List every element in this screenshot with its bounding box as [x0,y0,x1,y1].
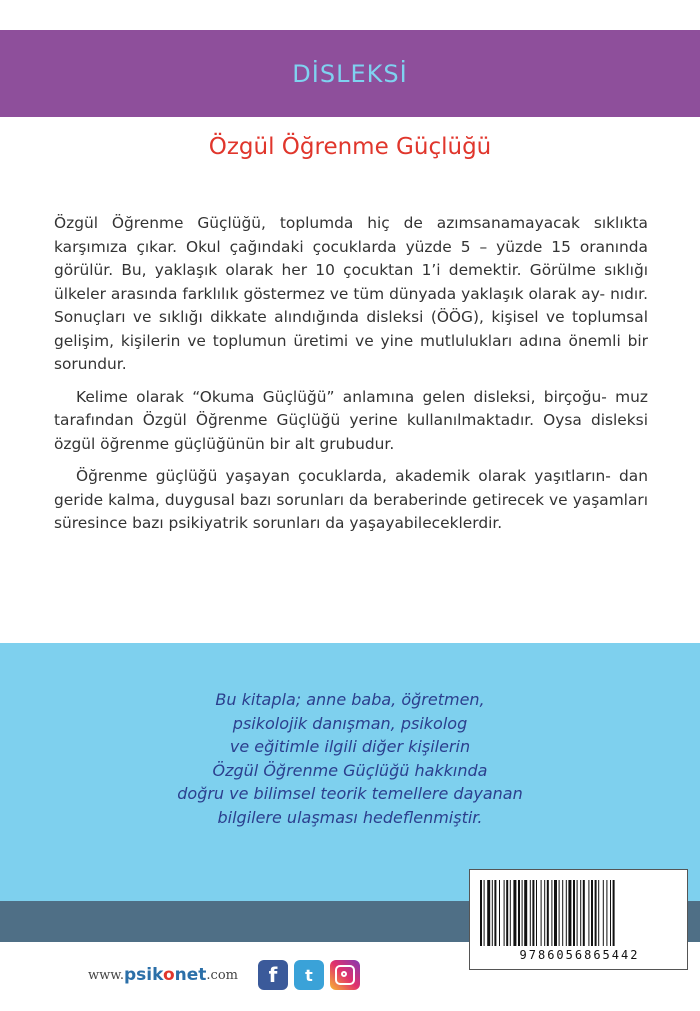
barcode-bar [541,880,542,946]
header-band [0,30,700,117]
quote-line: Özgül Öğrenme Güçlüğü hakkında [212,760,488,780]
barcode-bar [484,880,485,946]
barcode-bars [478,880,681,946]
barcode-bar [580,880,581,946]
quote-line: Bu kitapla; anne baba, öğretmen, [215,690,485,709]
barcode-bar [487,880,490,946]
barcode-bar [544,880,545,946]
line: ülkeler arasında farklılık göstermez ve tüm dünyada yaklaşık olarak ay- [54,284,606,303]
website-prefix: www. [88,967,124,983]
line: nıdır. Sonuçları ve sıklığı dikkate alındığında disleksi (ÖÖG), kişisel ve [54,284,648,326]
line: Özgül Öğrenme Güçlüğü, toplumda hiç de azımsanamayacak sıklıkta [54,214,648,232]
barcode-bar [591,880,593,946]
line: Kelime olarak “Okuma Güçlüğü” anlamına gelen disleksi, birçoğu- [76,387,607,406]
brand-part: net [174,965,207,985]
line: muz tarafından Özgül Öğrenme Güçlüğü yerine kullanılmaktadır. Oysa [54,387,648,429]
quote-line: psikolojik danışman, psikolog [232,713,468,733]
isbn-number: 9786056865442 [519,948,640,962]
quote-line: doğru ve bilimsel teorik temellere dayanan [177,784,523,804]
paragraph-1 [54,212,648,377]
barcode-bar [480,880,482,946]
barcode-bar [518,880,520,946]
twitter-icon[interactable] [294,960,324,990]
barcode-bar [588,880,589,946]
barcode-bar [595,880,597,946]
barcode-bar [606,880,607,946]
barcode-bar [536,880,537,946]
barcode-bar [598,880,599,946]
barcode-bar [551,880,552,946]
facebook-icon[interactable] [258,960,288,990]
instagram-ring [335,965,355,985]
twitter-glyph: t [305,965,313,985]
line: görülür. Bu, yaklaşık olarak her 10 çocuktan 1’i demektir. Görülme sıklığı [54,261,648,279]
top-margin [0,0,700,30]
barcode-bar [530,880,531,946]
website-suffix: .com [206,967,238,983]
line: toplumsal gelişim, kişilerin ve toplumun üretimi ve yine mutlulukları [54,308,648,350]
barcode-bar [494,880,496,946]
barcode-bar [554,880,557,946]
quote-line: ve eğitimle ilgili diğer kişilerin [229,737,471,757]
barcode-bar [510,880,511,946]
line: adına önemli bir sorundur. [54,331,648,373]
brand-part: psik [123,965,163,985]
barcode-bar [506,880,508,946]
footer-links [88,957,360,993]
promo-quote [140,688,560,830]
paragraph-2 [54,386,648,457]
barcode-bar [559,880,560,946]
book-title: DİSLEKSİ [292,59,408,88]
barcode-bar [499,880,500,946]
barcode-bar [568,880,571,946]
barcode-bar [583,880,585,946]
barcode [469,869,688,970]
line: dan geride kalma, duygusal bazı sorunları da beraberinde getirecek ve [54,467,648,509]
barcode-bar [513,880,516,946]
barcode-bar [610,880,611,946]
barcode-bar [603,880,604,946]
website-link[interactable] [124,965,206,985]
barcode-bar [547,880,549,946]
barcode-bar [522,880,523,946]
barcode-bar [613,880,615,946]
barcode-bar [577,880,578,946]
barcode-bar [492,880,493,946]
instagram-icon[interactable] [330,960,360,990]
brand-logo-o: o [162,965,175,985]
description-text [54,212,648,545]
barcode-bar [562,880,563,946]
paragraph-3 [54,465,648,536]
quote-line: bilgilere ulaşması hedeflenmiştir. [217,807,483,827]
line: yaşamları süresince bazı psikiyatrik sorunları da yaşayabileceklerdir. [54,490,648,532]
book-subtitle: Özgül Öğrenme Güçlüğü [208,134,492,160]
barcode-bar [524,880,527,946]
line: disleksi özgül öğrenme güçlüğünün bir alt grubudur. [54,411,648,453]
barcode-bar [566,880,567,946]
line: karşımıza çıkar. Okul çağındaki çocuklarda yüzde 5 – yüzde 15 oranında [54,237,648,256]
line: Öğrenme güçlüğü yaşayan çocuklarda, akademik olarak yaşıtların- [76,467,611,485]
barcode-bar [532,880,534,946]
barcode-bar [573,880,575,946]
facebook-glyph: f [268,963,278,987]
barcode-bar [504,880,505,946]
